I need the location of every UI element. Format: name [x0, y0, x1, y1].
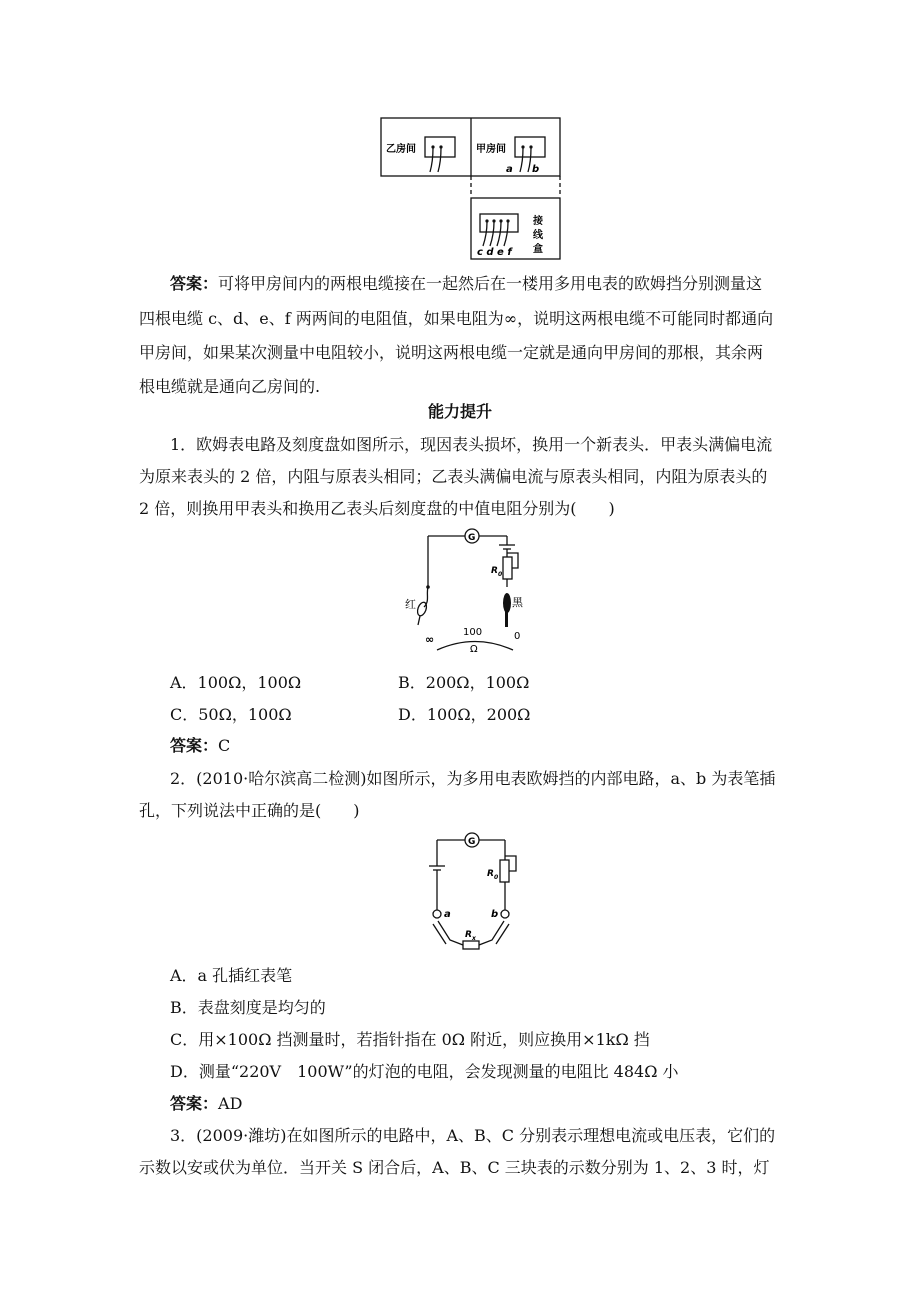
- q2-option-c: C．用×100Ω 挡测量时，若指针指在 0Ω 附近，则应换用×1kΩ 挡: [170, 1030, 650, 1049]
- black-probe-label: 黑: [512, 596, 523, 609]
- q1-option-d: D．100Ω，200Ω: [398, 705, 531, 724]
- answer1-line1: [170, 270, 762, 298]
- junction-box-char-1: 接: [533, 216, 543, 227]
- room-cable-diagram: [0, 0, 920, 270]
- answer1-text1: 可将甲房间内的两根电缆接在一起然后在一楼用多用电表的欧姆挡分别测量这: [218, 274, 763, 293]
- rx-letter: R: [465, 930, 472, 940]
- r0-subscript: 0: [493, 874, 499, 881]
- q2-answer-value: AD: [218, 1094, 243, 1113]
- red-probe-label: 红: [405, 598, 416, 611]
- scale-infinity: ∞: [425, 633, 435, 646]
- r0-subscript: 0: [497, 571, 503, 578]
- q1-answer: [170, 732, 230, 760]
- junction-box-char-2: 线: [533, 230, 543, 241]
- ohmmeter-circuit-diagram: [0, 525, 920, 665]
- answer1-line2: 四根电缆 c、d、e、f 两两间的电阻值，如果电阻为∞，说明这两根电缆不可能同时都通向: [139, 309, 774, 328]
- cable-b-label: b: [532, 164, 540, 175]
- answer1-label: 答案：: [170, 274, 219, 293]
- q3-line2: 示数以安或伏为单位．当开关 S 闭合后，A、B、C 三块表的示数分别为 1、2、3 时，灯: [139, 1158, 770, 1177]
- q1-option-a: A．100Ω，100Ω: [170, 673, 302, 692]
- q2-option-a: A．a 孔插红表笔: [170, 966, 293, 985]
- galvanometer-g: G: [468, 533, 476, 543]
- r0-label: [487, 869, 498, 881]
- q1-line2: 为原来表头的 2 倍，内阻与原表头相同；乙表头满偏电流与原表头相同，内阻为原表头的: [139, 467, 768, 486]
- room-b-label: 乙房间: [386, 144, 416, 155]
- scale-zero: 0: [514, 631, 521, 642]
- ohm-range-circuit-diagram: [0, 828, 920, 958]
- q3-line1: 3．(2009·潍坊)在如图所示的电路中，A、B、C 分别表示理想电流或电压表，它们的: [170, 1126, 776, 1145]
- q2-line2: 孔，下列说法中正确的是( ): [139, 801, 360, 820]
- galvanometer-g: G: [468, 837, 476, 847]
- scale-ohm: Ω: [470, 644, 478, 655]
- q2-option-b: B．表盘刻度是均匀的: [170, 998, 326, 1017]
- section-title: 能力提升: [427, 402, 492, 421]
- q2-answer: [170, 1090, 242, 1118]
- answer1-line4: 根电缆就是通向乙房间的.: [139, 377, 321, 396]
- q1-option-b: B．200Ω，100Ω: [398, 673, 530, 692]
- r0-label: [491, 566, 502, 578]
- rx-subscript: x: [471, 935, 476, 942]
- cable-a-label: a: [506, 164, 513, 175]
- scale-mid: 100: [463, 627, 483, 638]
- r0-letter: R: [491, 566, 498, 576]
- rx-label: [465, 930, 477, 942]
- q1-line1: 1．欧姆表电路及刻度盘如图所示，现因表头损坏，换用一个新表头．甲表头满偏电流: [170, 435, 773, 454]
- terminal-b-label: b: [491, 909, 499, 920]
- answer1-line3: 甲房间，如果某次测量中电阻较小，说明这两根电缆一定就是通向甲房间的那根，其余两: [139, 343, 764, 362]
- cables-label: c d e f: [477, 247, 512, 258]
- terminal-a-label: a: [444, 909, 451, 920]
- q1-answer-value: C: [218, 736, 231, 755]
- r0-letter: R: [487, 869, 494, 879]
- q2-answer-label: 答案：: [170, 1094, 219, 1113]
- q1-option-c: C．50Ω，100Ω: [170, 705, 292, 724]
- q2-option-d: D．测量“220V 100W”的灯泡的电阻，会发现测量的电阻比 484Ω 小: [170, 1062, 679, 1081]
- q1-answer-label: 答案：: [170, 736, 219, 755]
- q2-line1: 2．(2010·哈尔滨高二检测)如图所示，为多用电表欧姆挡的内部电路，a、b 为表笔插: [170, 769, 776, 788]
- junction-box-char-3: 盒: [533, 244, 543, 255]
- q1-line3: 2 倍，则换用甲表头和换用乙表头后刻度盘的中值电阻分别为( ): [139, 499, 615, 518]
- room-a-label: 甲房间: [476, 144, 506, 155]
